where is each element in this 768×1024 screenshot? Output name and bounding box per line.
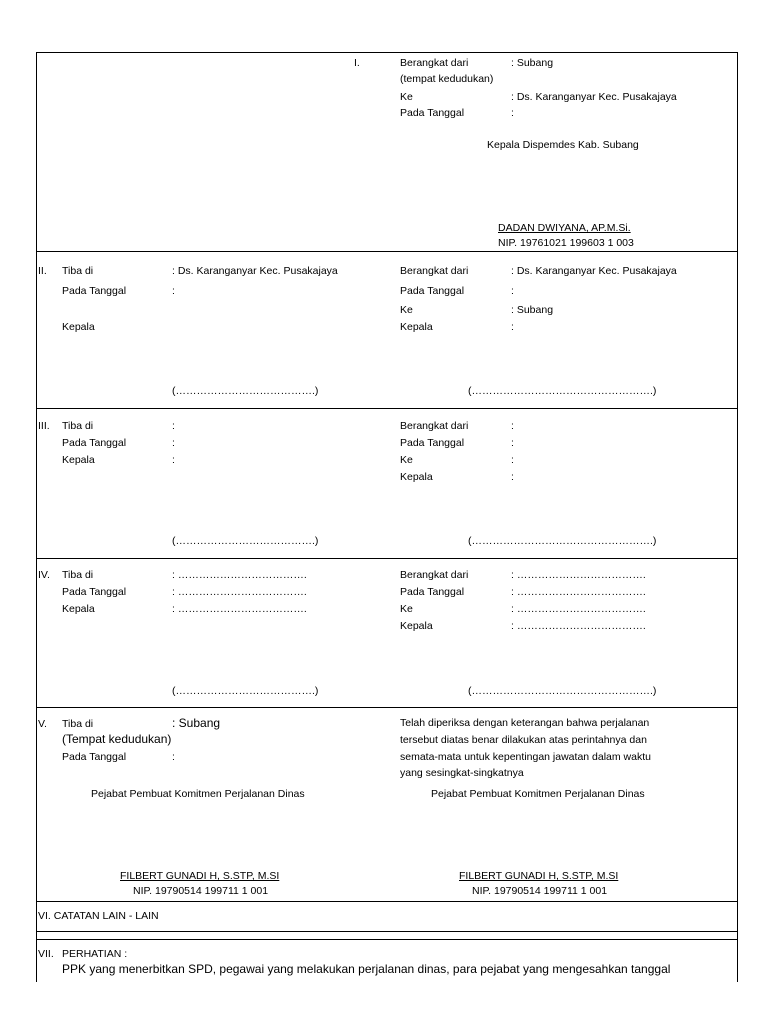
section-number: IV. [38,569,50,581]
arrive-value: : Subang [172,716,221,730]
arrive-label: Tiba di [62,265,94,277]
section-number: II. [38,265,47,277]
signature-line: (…………………………………………….) [468,685,657,697]
right-officer-name: FILBERT GUNADI H, S.STP, M.SI [459,870,619,882]
verification-line-2: tersebut diatas benar dilakukan atas perintahnya dan [400,734,647,746]
date-label: Pada Tanggal [400,285,465,297]
arrive-value: : Ds. Karanganyar Kec. Pusakajaya [172,265,338,277]
left-officer-name: FILBERT GUNADI H, S.STP, M.SI [120,870,280,882]
depart-from-label: Berangkat dari [400,420,469,432]
signer-title: Kepala Dispemdes Kab. Subang [487,139,639,151]
head-label: Kepala [400,620,433,632]
head-label: Kepala [62,603,95,615]
date-label: Pada Tanggal [400,586,465,598]
head-label: Kepala [400,321,433,333]
date-label: Pada Tanggal [400,107,465,119]
date-value: : ………………………………. [172,586,307,598]
arrive-value: : ………………………………. [172,569,307,581]
signature-line: (………………………………….) [172,535,319,547]
destination-label: Ke [400,454,413,466]
divider-1 [36,251,738,252]
arrive-label: Tiba di [62,569,94,581]
destination-value: : [511,454,514,466]
section-number: V. [38,718,47,730]
date-value: : [172,285,175,297]
divider-2 [36,408,738,409]
right-officer-title: Pejabat Pembuat Komitmen Perjalanan Dinas [431,788,645,800]
depart-from-label: Berangkat dari [400,57,469,69]
signer-name: DADAN DWIYANA, AP.M.Si. [498,222,631,234]
signer-nip: NIP. 19761021 199603 1 003 [498,237,634,249]
home-base-note: (Tempat kedudukan) [62,732,172,746]
table-top-border [36,52,738,53]
head-value: : [172,454,175,466]
date-value: : [511,437,514,449]
divider-6a [36,931,738,932]
verification-line-4: yang sesingkat-singkatnya [400,767,524,779]
depart-from-value: : Subang [511,57,554,69]
destination-value: : Ds. Karanganyar Kec. Pusakajaya [511,91,677,103]
signature-line: (…………………………………………….) [468,535,657,547]
depart-from-value: : [511,420,514,432]
date-label: Pada Tanggal [62,586,127,598]
divider-6b [36,939,738,940]
destination-label: Ke [400,91,413,103]
destination-label: Ke [400,304,413,316]
verification-line-3: semata-mata untuk kepentingan jawatan dalam waktu [400,751,651,763]
table-left-border [36,52,37,982]
date-label: Pada Tanggal [62,437,127,449]
attention-heading: PERHATIAN : [62,948,128,960]
other-notes-heading: VI. CATATAN LAIN - LAIN [38,910,159,922]
destination-label: Ke [400,603,413,615]
date-value: : [511,107,514,119]
signature-line: (………………………………….) [172,385,319,397]
section-number: III. [38,420,50,432]
date-label: Pada Tanggal [62,751,127,763]
destination-value: : Subang [511,304,554,316]
destination-value: : ………………………………. [511,603,646,615]
head-label: Kepala [400,471,433,483]
section-number: VII. [38,948,54,960]
date-value: : ………………………………. [511,586,646,598]
date-label: Pada Tanggal [62,285,127,297]
left-officer-nip: NIP. 19790514 199711 1 001 [133,885,269,897]
signature-line: (………………………………….) [172,685,319,697]
left-officer-title: Pejabat Pembuat Komitmen Perjalanan Dinas [91,788,305,800]
divider-4 [36,707,738,708]
date-value: : [511,285,514,297]
head-label: Kepala [62,454,95,466]
home-base-note: (tempat kedudukan) [400,73,494,85]
verification-line-1: Telah diperiksa dengan keterangan bahwa perjalanan [400,717,650,729]
divider-5 [36,901,738,902]
right-officer-nip: NIP. 19790514 199711 1 001 [472,885,608,897]
head-value: : ………………………………. [172,603,307,615]
arrive-label: Tiba di [62,718,94,730]
date-label: Pada Tanggal [400,437,465,449]
head-value: : [511,471,514,483]
head-label: Kepala [62,321,95,333]
arrive-value: : [172,420,175,432]
depart-from-value: : ………………………………. [511,569,646,581]
divider-3 [36,558,738,559]
head-value: : [511,321,514,333]
arrive-label: Tiba di [62,420,94,432]
date-value: : [172,437,175,449]
attention-text: PPK yang menerbitkan SPD, pegawai yang melakukan perjalanan dinas, para pejabat yang mengesahkan tanggal [62,962,671,976]
head-value: : ………………………………. [511,620,646,632]
signature-line: (…………………………………………….) [468,385,657,397]
section-number: I. [354,57,360,69]
depart-from-label: Berangkat dari [400,569,469,581]
depart-from-value: : Ds. Karanganyar Kec. Pusakajaya [511,265,677,277]
date-value: : [172,751,175,763]
table-right-border [737,52,738,982]
depart-from-label: Berangkat dari [400,265,469,277]
